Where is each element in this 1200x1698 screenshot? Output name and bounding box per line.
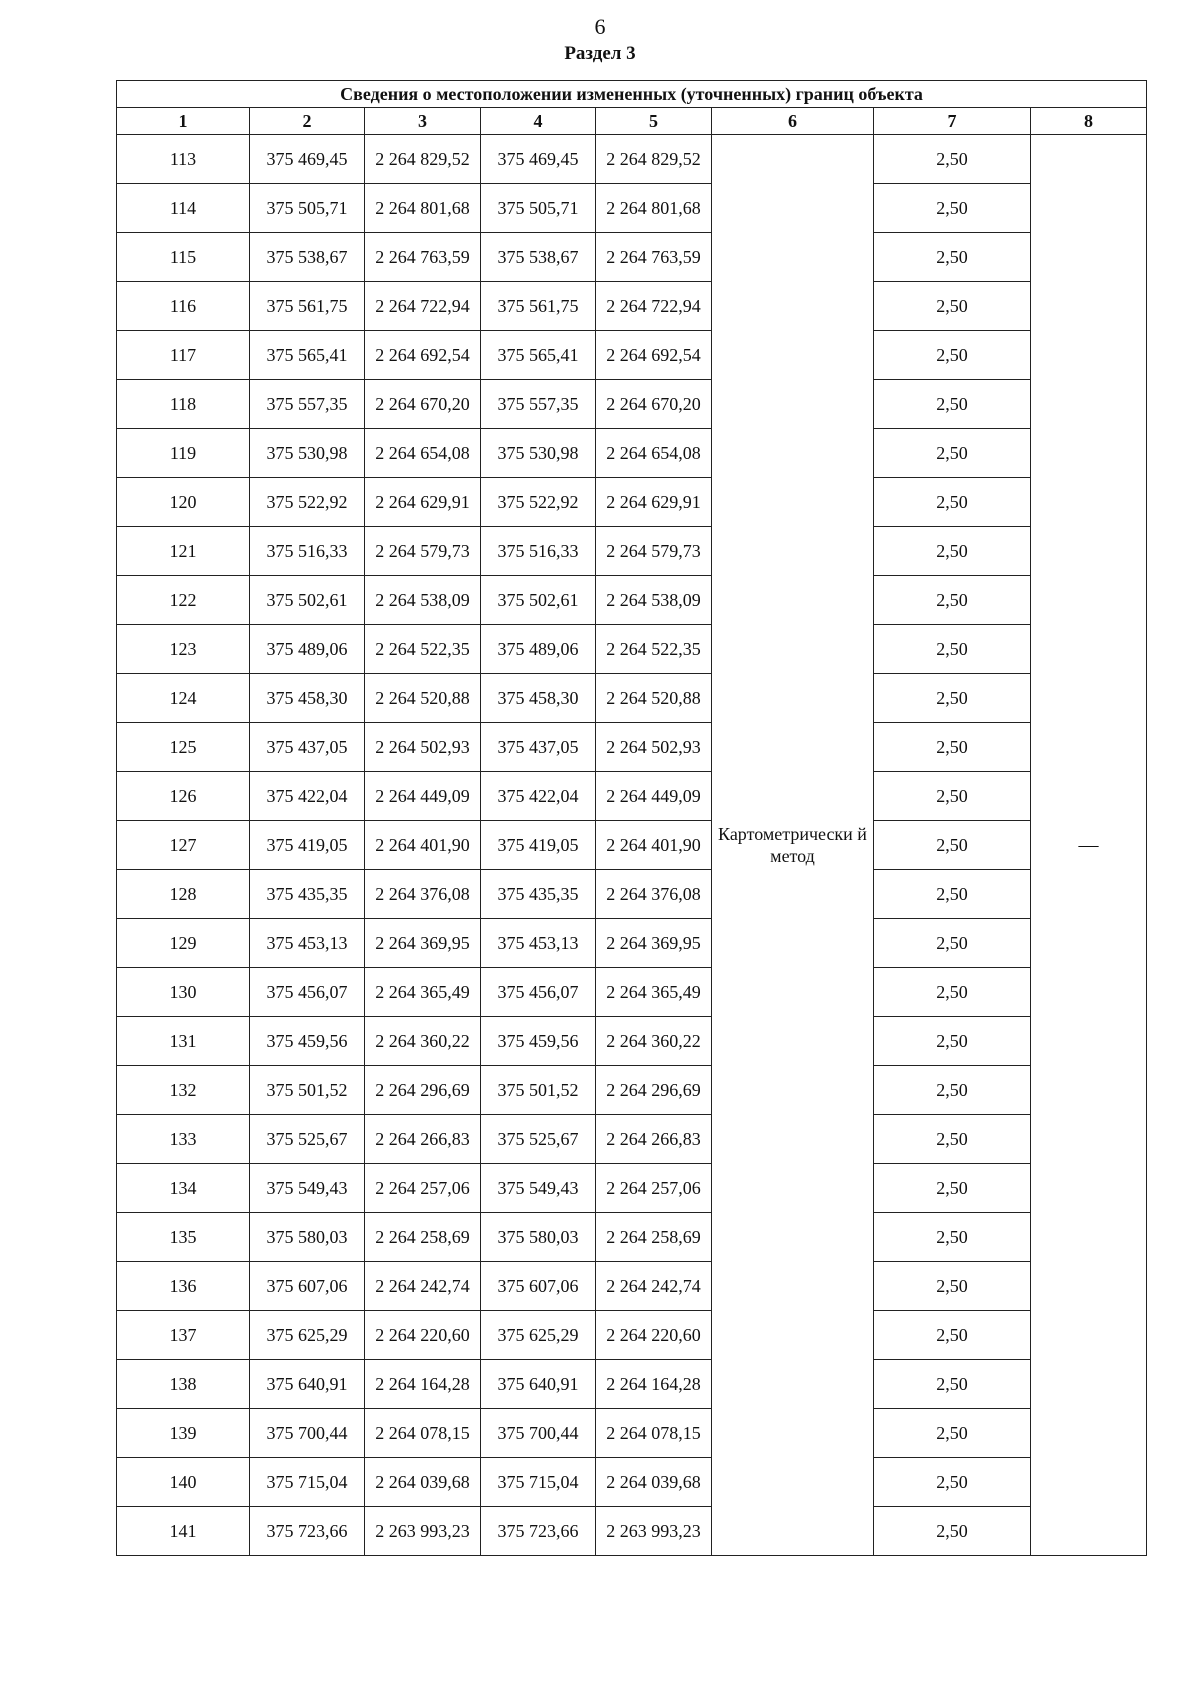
- table-row: [117, 1017, 1147, 1066]
- y-existing-cell: 2 263 993,23: [365, 1507, 481, 1556]
- x-existing-cell: 375 459,56: [250, 1017, 365, 1066]
- point-number-cell: 125: [117, 723, 250, 772]
- point-number-cell: 119: [117, 429, 250, 478]
- y-existing-cell: 2 264 502,93: [365, 723, 481, 772]
- accuracy-cell: 2,50: [874, 1458, 1031, 1507]
- x-existing-cell: 375 502,61: [250, 576, 365, 625]
- x-existing-cell: 375 453,13: [250, 919, 365, 968]
- table-row: [117, 1311, 1147, 1360]
- point-number-cell: 134: [117, 1164, 250, 1213]
- page-number: 6: [594, 14, 606, 39]
- x-new-cell: 375 435,35: [481, 870, 596, 919]
- accuracy-cell: 2,50: [874, 1115, 1031, 1164]
- x-existing-cell: 375 549,43: [250, 1164, 365, 1213]
- y-new-cell: 2 264 401,90: [596, 821, 712, 870]
- table-row: [117, 1066, 1147, 1115]
- table-row: [117, 1262, 1147, 1311]
- column-header-row: [117, 108, 1147, 135]
- x-existing-cell: 375 580,03: [250, 1213, 365, 1262]
- point-number-cell: 135: [117, 1213, 250, 1262]
- x-existing-cell: 375 557,35: [250, 380, 365, 429]
- table-row: [117, 674, 1147, 723]
- x-existing-cell: 375 565,41: [250, 331, 365, 380]
- column-header: 1: [117, 108, 250, 135]
- x-existing-cell: 375 607,06: [250, 1262, 365, 1311]
- x-existing-cell: 375 525,67: [250, 1115, 365, 1164]
- y-new-cell: 2 264 692,54: [596, 331, 712, 380]
- table-caption: Сведения о местоположении измененных (уточненных) границ объекта: [117, 81, 1147, 108]
- x-existing-cell: 375 715,04: [250, 1458, 365, 1507]
- x-new-cell: 375 469,45: [481, 135, 596, 184]
- y-new-cell: 2 264 376,08: [596, 870, 712, 919]
- boundary-coordinates-table: [116, 80, 1147, 1556]
- y-existing-cell: 2 264 360,22: [365, 1017, 481, 1066]
- point-number-cell: 117: [117, 331, 250, 380]
- column-header: 2: [250, 108, 365, 135]
- x-existing-cell: 375 516,33: [250, 527, 365, 576]
- column-header: 5: [596, 108, 712, 135]
- point-number-cell: 113: [117, 135, 250, 184]
- x-existing-cell: 375 505,71: [250, 184, 365, 233]
- x-new-cell: 375 625,29: [481, 1311, 596, 1360]
- y-existing-cell: 2 264 266,83: [365, 1115, 481, 1164]
- accuracy-cell: 2,50: [874, 282, 1031, 331]
- accuracy-cell: 2,50: [874, 1213, 1031, 1262]
- y-new-cell: 2 264 257,06: [596, 1164, 712, 1213]
- accuracy-cell: 2,50: [874, 1017, 1031, 1066]
- accuracy-cell: 2,50: [874, 233, 1031, 282]
- y-existing-cell: 2 264 401,90: [365, 821, 481, 870]
- y-existing-cell: 2 264 376,08: [365, 870, 481, 919]
- x-new-cell: 375 502,61: [481, 576, 596, 625]
- y-new-cell: 2 264 365,49: [596, 968, 712, 1017]
- y-existing-cell: 2 264 722,94: [365, 282, 481, 331]
- table-row: [117, 1115, 1147, 1164]
- accuracy-cell: 2,50: [874, 576, 1031, 625]
- y-existing-cell: 2 264 296,69: [365, 1066, 481, 1115]
- x-existing-cell: 375 422,04: [250, 772, 365, 821]
- point-number-cell: 127: [117, 821, 250, 870]
- accuracy-cell: 2,50: [874, 135, 1031, 184]
- y-new-cell: 2 264 829,52: [596, 135, 712, 184]
- table-row: [117, 282, 1147, 331]
- x-new-cell: 375 700,44: [481, 1409, 596, 1458]
- y-existing-cell: 2 264 670,20: [365, 380, 481, 429]
- y-new-cell: 2 264 763,59: [596, 233, 712, 282]
- x-new-cell: 375 505,71: [481, 184, 596, 233]
- y-new-cell: 2 264 654,08: [596, 429, 712, 478]
- accuracy-cell: 2,50: [874, 1164, 1031, 1213]
- table-row: [117, 135, 1147, 184]
- table-body: [117, 135, 1147, 1556]
- table-row: [117, 821, 1147, 870]
- point-number-cell: 131: [117, 1017, 250, 1066]
- x-new-cell: 375 530,98: [481, 429, 596, 478]
- accuracy-cell: 2,50: [874, 1262, 1031, 1311]
- accuracy-cell: 2,50: [874, 331, 1031, 380]
- note-cell: —: [1031, 135, 1147, 1556]
- x-new-cell: 375 549,43: [481, 1164, 596, 1213]
- x-existing-cell: 375 700,44: [250, 1409, 365, 1458]
- table-row: [117, 1360, 1147, 1409]
- accuracy-cell: 2,50: [874, 723, 1031, 772]
- accuracy-cell: 2,50: [874, 478, 1031, 527]
- y-existing-cell: 2 264 538,09: [365, 576, 481, 625]
- accuracy-cell: 2,50: [874, 527, 1031, 576]
- x-existing-cell: 375 456,07: [250, 968, 365, 1017]
- point-number-cell: 139: [117, 1409, 250, 1458]
- y-existing-cell: 2 264 692,54: [365, 331, 481, 380]
- x-new-cell: 375 522,92: [481, 478, 596, 527]
- accuracy-cell: 2,50: [874, 1066, 1031, 1115]
- point-number-cell: 137: [117, 1311, 250, 1360]
- point-number-cell: 120: [117, 478, 250, 527]
- y-new-cell: 2 264 449,09: [596, 772, 712, 821]
- point-number-cell: 126: [117, 772, 250, 821]
- x-existing-cell: 375 538,67: [250, 233, 365, 282]
- table-row: [117, 527, 1147, 576]
- y-new-cell: 2 264 220,60: [596, 1311, 712, 1360]
- x-existing-cell: 375 561,75: [250, 282, 365, 331]
- accuracy-cell: 2,50: [874, 380, 1031, 429]
- point-number-cell: 114: [117, 184, 250, 233]
- point-number-cell: 115: [117, 233, 250, 282]
- accuracy-cell: 2,50: [874, 821, 1031, 870]
- y-new-cell: 2 264 266,83: [596, 1115, 712, 1164]
- x-new-cell: 375 538,67: [481, 233, 596, 282]
- accuracy-cell: 2,50: [874, 1507, 1031, 1556]
- y-existing-cell: 2 264 369,95: [365, 919, 481, 968]
- y-existing-cell: 2 264 164,28: [365, 1360, 481, 1409]
- column-header: 8: [1031, 108, 1147, 135]
- y-existing-cell: 2 264 520,88: [365, 674, 481, 723]
- table-row: [117, 1507, 1147, 1556]
- y-new-cell: 2 264 801,68: [596, 184, 712, 233]
- y-existing-cell: 2 264 829,52: [365, 135, 481, 184]
- x-existing-cell: 375 458,30: [250, 674, 365, 723]
- point-number-cell: 118: [117, 380, 250, 429]
- table-row: [117, 331, 1147, 380]
- accuracy-cell: 2,50: [874, 870, 1031, 919]
- x-new-cell: 375 557,35: [481, 380, 596, 429]
- table-row: [117, 625, 1147, 674]
- table-row: [117, 429, 1147, 478]
- table-row: [117, 1458, 1147, 1507]
- table-row: [117, 870, 1147, 919]
- x-new-cell: 375 580,03: [481, 1213, 596, 1262]
- x-new-cell: 375 525,67: [481, 1115, 596, 1164]
- x-new-cell: 375 715,04: [481, 1458, 596, 1507]
- y-existing-cell: 2 264 220,60: [365, 1311, 481, 1360]
- y-existing-cell: 2 264 039,68: [365, 1458, 481, 1507]
- x-existing-cell: 375 489,06: [250, 625, 365, 674]
- y-existing-cell: 2 264 257,06: [365, 1164, 481, 1213]
- point-number-cell: 128: [117, 870, 250, 919]
- y-new-cell: 2 264 520,88: [596, 674, 712, 723]
- accuracy-cell: 2,50: [874, 625, 1031, 674]
- x-new-cell: 375 516,33: [481, 527, 596, 576]
- accuracy-cell: 2,50: [874, 1409, 1031, 1458]
- x-existing-cell: 375 640,91: [250, 1360, 365, 1409]
- x-new-cell: 375 422,04: [481, 772, 596, 821]
- x-new-cell: 375 723,66: [481, 1507, 596, 1556]
- y-new-cell: 2 264 629,91: [596, 478, 712, 527]
- x-existing-cell: 375 522,92: [250, 478, 365, 527]
- point-number-cell: 132: [117, 1066, 250, 1115]
- y-new-cell: 2 264 078,15: [596, 1409, 712, 1458]
- y-new-cell: 2 264 722,94: [596, 282, 712, 331]
- method-cell: Картометрически й метод: [712, 135, 874, 1556]
- y-new-cell: 2 264 296,69: [596, 1066, 712, 1115]
- table-row: [117, 1164, 1147, 1213]
- x-new-cell: 375 489,06: [481, 625, 596, 674]
- y-new-cell: 2 264 538,09: [596, 576, 712, 625]
- table-row: [117, 772, 1147, 821]
- y-new-cell: 2 264 242,74: [596, 1262, 712, 1311]
- x-existing-cell: 375 437,05: [250, 723, 365, 772]
- x-existing-cell: 375 435,35: [250, 870, 365, 919]
- point-number-cell: 138: [117, 1360, 250, 1409]
- y-existing-cell: 2 264 258,69: [365, 1213, 481, 1262]
- x-new-cell: 375 453,13: [481, 919, 596, 968]
- x-existing-cell: 375 501,52: [250, 1066, 365, 1115]
- y-new-cell: 2 264 258,69: [596, 1213, 712, 1262]
- table-row: [117, 478, 1147, 527]
- y-new-cell: 2 264 369,95: [596, 919, 712, 968]
- table-row: [117, 968, 1147, 1017]
- point-number-cell: 141: [117, 1507, 250, 1556]
- y-new-cell: 2 264 670,20: [596, 380, 712, 429]
- y-existing-cell: 2 264 579,73: [365, 527, 481, 576]
- table-row: [117, 919, 1147, 968]
- accuracy-cell: 2,50: [874, 1311, 1031, 1360]
- y-new-cell: 2 264 039,68: [596, 1458, 712, 1507]
- column-header: 7: [874, 108, 1031, 135]
- x-new-cell: 375 561,75: [481, 282, 596, 331]
- accuracy-cell: 2,50: [874, 429, 1031, 478]
- point-number-cell: 124: [117, 674, 250, 723]
- y-existing-cell: 2 264 801,68: [365, 184, 481, 233]
- y-new-cell: 2 264 579,73: [596, 527, 712, 576]
- column-header: 6: [712, 108, 874, 135]
- accuracy-cell: 2,50: [874, 968, 1031, 1017]
- y-new-cell: 2 264 360,22: [596, 1017, 712, 1066]
- y-existing-cell: 2 264 242,74: [365, 1262, 481, 1311]
- table-row: [117, 1213, 1147, 1262]
- x-new-cell: 375 501,52: [481, 1066, 596, 1115]
- table-row: [117, 576, 1147, 625]
- x-existing-cell: 375 419,05: [250, 821, 365, 870]
- y-existing-cell: 2 264 654,08: [365, 429, 481, 478]
- point-number-cell: 122: [117, 576, 250, 625]
- x-existing-cell: 375 530,98: [250, 429, 365, 478]
- x-new-cell: 375 565,41: [481, 331, 596, 380]
- x-new-cell: 375 456,07: [481, 968, 596, 1017]
- point-number-cell: 133: [117, 1115, 250, 1164]
- point-number-cell: 123: [117, 625, 250, 674]
- y-existing-cell: 2 264 629,91: [365, 478, 481, 527]
- y-existing-cell: 2 264 763,59: [365, 233, 481, 282]
- point-number-cell: 116: [117, 282, 250, 331]
- table-row: [117, 380, 1147, 429]
- y-existing-cell: 2 264 522,35: [365, 625, 481, 674]
- section-title: Раздел 3: [564, 43, 636, 64]
- accuracy-cell: 2,50: [874, 772, 1031, 821]
- x-new-cell: 375 459,56: [481, 1017, 596, 1066]
- table-row: [117, 723, 1147, 772]
- y-new-cell: 2 264 164,28: [596, 1360, 712, 1409]
- y-existing-cell: 2 264 365,49: [365, 968, 481, 1017]
- x-new-cell: 375 640,91: [481, 1360, 596, 1409]
- accuracy-cell: 2,50: [874, 919, 1031, 968]
- x-existing-cell: 375 723,66: [250, 1507, 365, 1556]
- column-header: 4: [481, 108, 596, 135]
- y-existing-cell: 2 264 078,15: [365, 1409, 481, 1458]
- table-row: [117, 1409, 1147, 1458]
- accuracy-cell: 2,50: [874, 1360, 1031, 1409]
- y-new-cell: 2 263 993,23: [596, 1507, 712, 1556]
- column-header: 3: [365, 108, 481, 135]
- x-new-cell: 375 607,06: [481, 1262, 596, 1311]
- accuracy-cell: 2,50: [874, 674, 1031, 723]
- table-row: [117, 184, 1147, 233]
- accuracy-cell: 2,50: [874, 184, 1031, 233]
- point-number-cell: 136: [117, 1262, 250, 1311]
- x-new-cell: 375 437,05: [481, 723, 596, 772]
- point-number-cell: 130: [117, 968, 250, 1017]
- x-new-cell: 375 419,05: [481, 821, 596, 870]
- point-number-cell: 140: [117, 1458, 250, 1507]
- point-number-cell: 129: [117, 919, 250, 968]
- y-new-cell: 2 264 522,35: [596, 625, 712, 674]
- x-existing-cell: 375 469,45: [250, 135, 365, 184]
- point-number-cell: 121: [117, 527, 250, 576]
- x-existing-cell: 375 625,29: [250, 1311, 365, 1360]
- x-new-cell: 375 458,30: [481, 674, 596, 723]
- y-existing-cell: 2 264 449,09: [365, 772, 481, 821]
- table-row: [117, 233, 1147, 282]
- y-new-cell: 2 264 502,93: [596, 723, 712, 772]
